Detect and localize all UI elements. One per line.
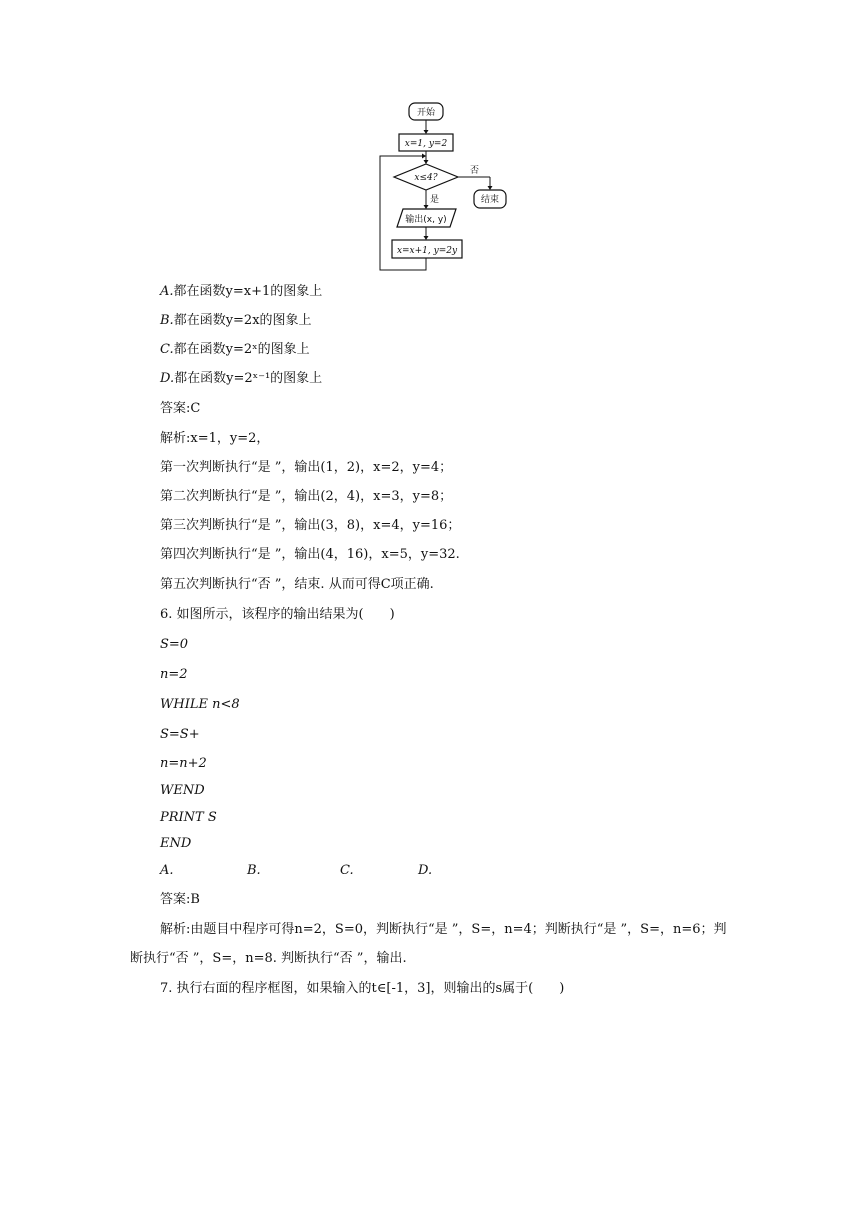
q5-analysis-line: 第二次判断执行“是 ”，输出(2，4)，x=3，y=8； [160, 489, 453, 504]
flow-output-text: 输出(x, y) [405, 215, 447, 225]
flow-decision-text: x≤4? [414, 173, 438, 183]
q6-option-b: B. [247, 863, 261, 878]
q5-option-b-text: 都在函数y=2x的图象上 [173, 313, 312, 328]
flow-update-text: x=x+1, y=2y [396, 246, 458, 256]
q5-analysis-line: 第四次判断执行“是 ”，输出(4，16)，x=5，y=32. [160, 547, 460, 562]
q5-analysis-line: 第三次判断执行“是 ”，输出(3，8)，x=4，y=16； [160, 518, 461, 533]
q5-analysis-line: 第五次判断执行“否 ”，结束. 从而可得C项正确. [160, 577, 434, 592]
q5-option-c [160, 342, 310, 358]
q5-analysis-line: 解析:x=1，y=2， [160, 431, 270, 446]
flow-start-text: 开始 [416, 108, 436, 118]
q6-stem: 6. 如图所示，该程序的输出结果为( ) [160, 607, 395, 622]
q5-option-b [160, 313, 312, 329]
q5-option-d-label: D. [160, 371, 175, 386]
q7-stem: 7. 执行右面的程序框图，如果输入的t∈[-1，3]，则输出的s属于( ) [160, 981, 565, 996]
q6-code-line: S=0 [160, 637, 189, 652]
q6-code-line: PRINT S [160, 810, 217, 825]
q5-option-a [160, 284, 322, 300]
q5-option-b-label: B. [160, 313, 174, 328]
q6-code-line: WEND [160, 783, 205, 798]
q6-code-line: S=S+ [160, 727, 200, 742]
q5-option-c-text: 都在函数y=2ˣ的图象上 [173, 342, 310, 357]
q5-option-c-label: C. [160, 342, 174, 357]
q6-code-line: WHILE n<8 [160, 697, 240, 712]
q5-option-d-text: 都在函数y=2ˣ⁻¹的图象上 [174, 371, 323, 386]
q6-answer: 答案:B [160, 892, 200, 907]
q5-option-a-label: A. [160, 284, 174, 299]
flow-no-label: 否 [470, 166, 480, 176]
flow-init-text: x=1, y=2 [404, 139, 448, 149]
q6-code-line: n=2 [160, 667, 188, 682]
q5-answer: 答案:C [160, 401, 201, 416]
q5-option-a-text: 都在函数y=x+1的图象上 [173, 284, 323, 299]
flowchart [376, 100, 516, 275]
q6-code-line: END [160, 836, 192, 851]
q6-option-d: D. [418, 863, 433, 878]
q6-option-a: A. [160, 863, 174, 878]
q6-analysis: 解析:由题目中程序可得n=2，S=0，判断执行“是 ”，S=，n=4；判断执行“是 ”，S=，n=6；判断执行“否 ”，S=，n=8. 判断执行“否 ”，输出. [130, 922, 727, 966]
flow-end-text: 结束 [480, 195, 500, 205]
q5-analysis-line: 第一次判断执行“是 ”，输出(1，2)，x=2，y=4； [160, 460, 453, 475]
flowchart-svg [376, 100, 516, 275]
q6-option-c: C. [340, 863, 354, 878]
q5-option-d [160, 371, 322, 387]
flow-yes-label: 是 [430, 195, 440, 205]
q6-code-line: n=n+2 [160, 756, 207, 771]
